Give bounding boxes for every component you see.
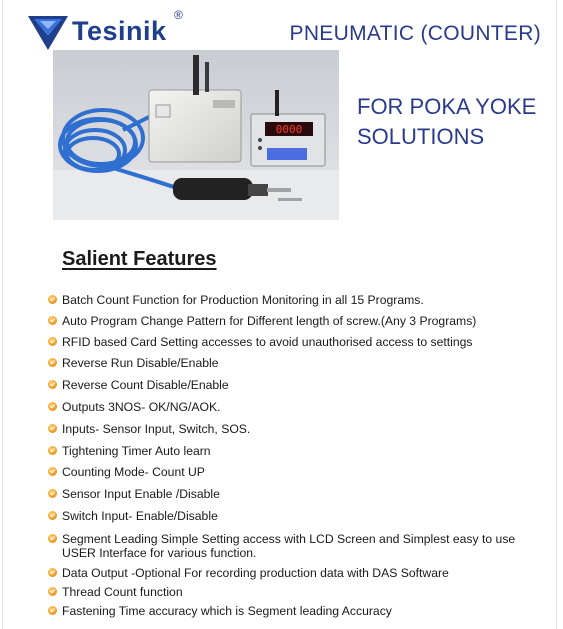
- feature-text: Fastening Time accuracy which is Segment leading Accuracy: [62, 604, 392, 618]
- feature-item: [48, 378, 548, 392]
- check-bullet-icon: [48, 606, 57, 615]
- feature-text: Counting Mode- Count UP: [62, 465, 205, 479]
- check-bullet-icon: [48, 587, 57, 596]
- section-heading: Salient Features: [62, 248, 217, 270]
- feature-item: [48, 566, 548, 580]
- feature-text: Batch Count Function for Production Monitoring in all 15 Programs.: [62, 293, 424, 307]
- feature-item: [48, 400, 548, 414]
- check-bullet-icon: [48, 380, 57, 389]
- check-bullet-icon: [48, 446, 57, 455]
- feature-item: [48, 356, 548, 370]
- check-bullet-icon: [48, 295, 57, 304]
- feature-text: Inputs- Sensor Input, Switch, SOS.: [62, 422, 251, 436]
- feature-item: [48, 604, 548, 618]
- check-bullet-icon: [48, 534, 57, 543]
- document-title: PNEUMATIC (COUNTER): [289, 22, 541, 45]
- brand-logo: [28, 8, 198, 52]
- tagline-line-1: FOR POKA YOKE: [357, 94, 537, 119]
- feature-list: [48, 290, 548, 618]
- check-bullet-icon: [48, 424, 57, 433]
- feature-item: [48, 509, 548, 523]
- check-bullet-icon: [48, 568, 57, 577]
- feature-item: [48, 422, 548, 436]
- feature-item: [48, 487, 548, 501]
- feature-text: Reverse Run Disable/Enable: [62, 356, 219, 370]
- check-bullet-icon: [48, 337, 57, 346]
- feature-text: Sensor Input Enable /Disable: [62, 487, 220, 501]
- counter-display: 0000: [275, 123, 303, 136]
- feature-text: Thread Count function: [62, 585, 183, 599]
- feature-item: [48, 314, 548, 328]
- feature-text: Auto Program Change Pattern for Different length of screw.(Any 3 Programs): [62, 314, 477, 328]
- feature-text: Segment Leading Simple Setting access with LCD Screen and Simplest easy to use USER Interface for various function.: [62, 532, 516, 560]
- feature-item: [48, 532, 548, 560]
- brand-name: Tesinik: [72, 16, 167, 46]
- check-bullet-icon: [48, 316, 57, 325]
- check-bullet-icon: [48, 358, 57, 367]
- feature-text: Tightening Timer Auto learn: [62, 444, 211, 458]
- feature-text: Outputs 3NOS- OK/NG/AOK.: [62, 400, 221, 414]
- feature-text: Switch Input- Enable/Disable: [62, 509, 218, 523]
- feature-item: [48, 335, 548, 349]
- check-bullet-icon: [48, 402, 57, 411]
- check-bullet-icon: [48, 511, 57, 520]
- brand-mark-icon: [28, 16, 68, 50]
- feature-text: RFID based Card Setting accesses to avoid unauthorised access to settings: [62, 335, 473, 349]
- feature-text: Data Output -Optional For recording production data with DAS Software: [62, 566, 449, 580]
- feature-item: [48, 585, 548, 599]
- product-photo: [53, 50, 339, 220]
- check-bullet-icon: [48, 489, 57, 498]
- feature-item: [48, 293, 548, 307]
- feature-item: [48, 465, 548, 479]
- registered-mark: ®: [174, 8, 183, 22]
- tagline: [357, 92, 547, 152]
- check-bullet-icon: [48, 467, 57, 476]
- feature-text: Reverse Count Disable/Enable: [62, 378, 229, 392]
- feature-item: [48, 444, 548, 458]
- tagline-line-2: SOLUTIONS: [357, 124, 485, 149]
